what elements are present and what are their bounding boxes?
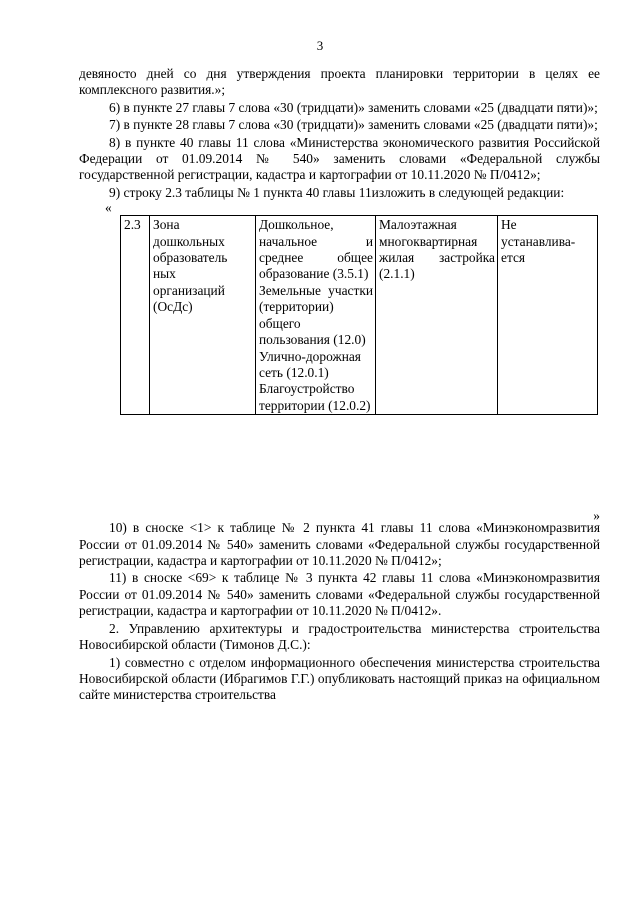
page-number: 3 xyxy=(316,38,324,53)
quoted-table-block xyxy=(79,200,600,523)
closing-quote: » xyxy=(593,507,600,523)
paragraph-item-6: 6) в пункте 27 главы 7 слова «30 (тридцати)» заменить словами «25 (двадцати пяти)»; xyxy=(109,99,598,115)
paragraph-item-8: 8) в пункте 40 главы 11 слова «Министерства экономического развития Российской Федерации от 01.09.2014 № 540» заменить словами «Федеральной службы государственной регистрации, кадастра и картографии от 10.11.2020 № П/0412»; xyxy=(79,134,600,183)
permitted-use-cell: Дошкольное, начальное и среднее общее образование (3.5.1) Земельные участки (территории) общего пользования (12.0) Улично-дорожная сеть (12.0.1) Благоустройство территории (12.0.2) xyxy=(256,216,376,415)
paragraph-item-10: 10) в сноске <1> к таблице № 2 пункта 41 главы 11 слова «Минэкономразвития России от 01.09.2014 № 540» заменить словами «Федеральной службы государственной регистрации, кадастра и картографии от 10.11.2020 № П/0412»; xyxy=(79,520,600,569)
row-number-cell: 2.3 xyxy=(121,216,150,415)
zoning-table xyxy=(120,215,598,415)
paragraph-section-2: 2. Управлению архитектуры и градостроительства министерства строительства Новосибирской области (Тимонов Д.С.): xyxy=(79,620,600,653)
paragraph-subitem-1: 1) совместно с отделом информационного обеспечения министерства строительства Новосибирской области (Ибрагимов Г.Г.) опубликовать настоящий приказ на официальном сайте министерства строительства xyxy=(79,654,600,703)
table-row xyxy=(121,216,598,415)
paragraph-item-9: 9) строку 2.3 таблицы № 1 пункта 40 главы 11изложить в следующей редакции: xyxy=(109,184,565,200)
document-body xyxy=(79,66,600,705)
conditional-use-cell: Малоэтажная многоквартирная жилая застройка (2.1.1) xyxy=(376,216,498,415)
opening-quote: « xyxy=(105,200,112,216)
paragraph-continuation: девяносто дней со дня утверждения проекта планировки территории в целях ее комплексного развития.»; xyxy=(79,66,600,98)
paragraph-item-7: 7) в пункте 28 главы 7 слова «30 (тридцати)» заменить словами «25 (двадцати пяти)»; xyxy=(109,117,598,133)
auxiliary-use-cell: Не устанавлива- ется xyxy=(498,216,598,415)
zone-name-cell: Зона дошкольных образователь ных организаций (ОсДс) xyxy=(150,216,256,415)
paragraph-item-11: 11) в сноске <69> к таблице № 3 пункта 42 главы 11 слова «Минэкономразвития России от 01.09.2014 № 540» заменить словами «Федеральной службы государственной регистрации, кадастра и картографии от 10.11.2020 № П/0412». xyxy=(79,570,600,619)
